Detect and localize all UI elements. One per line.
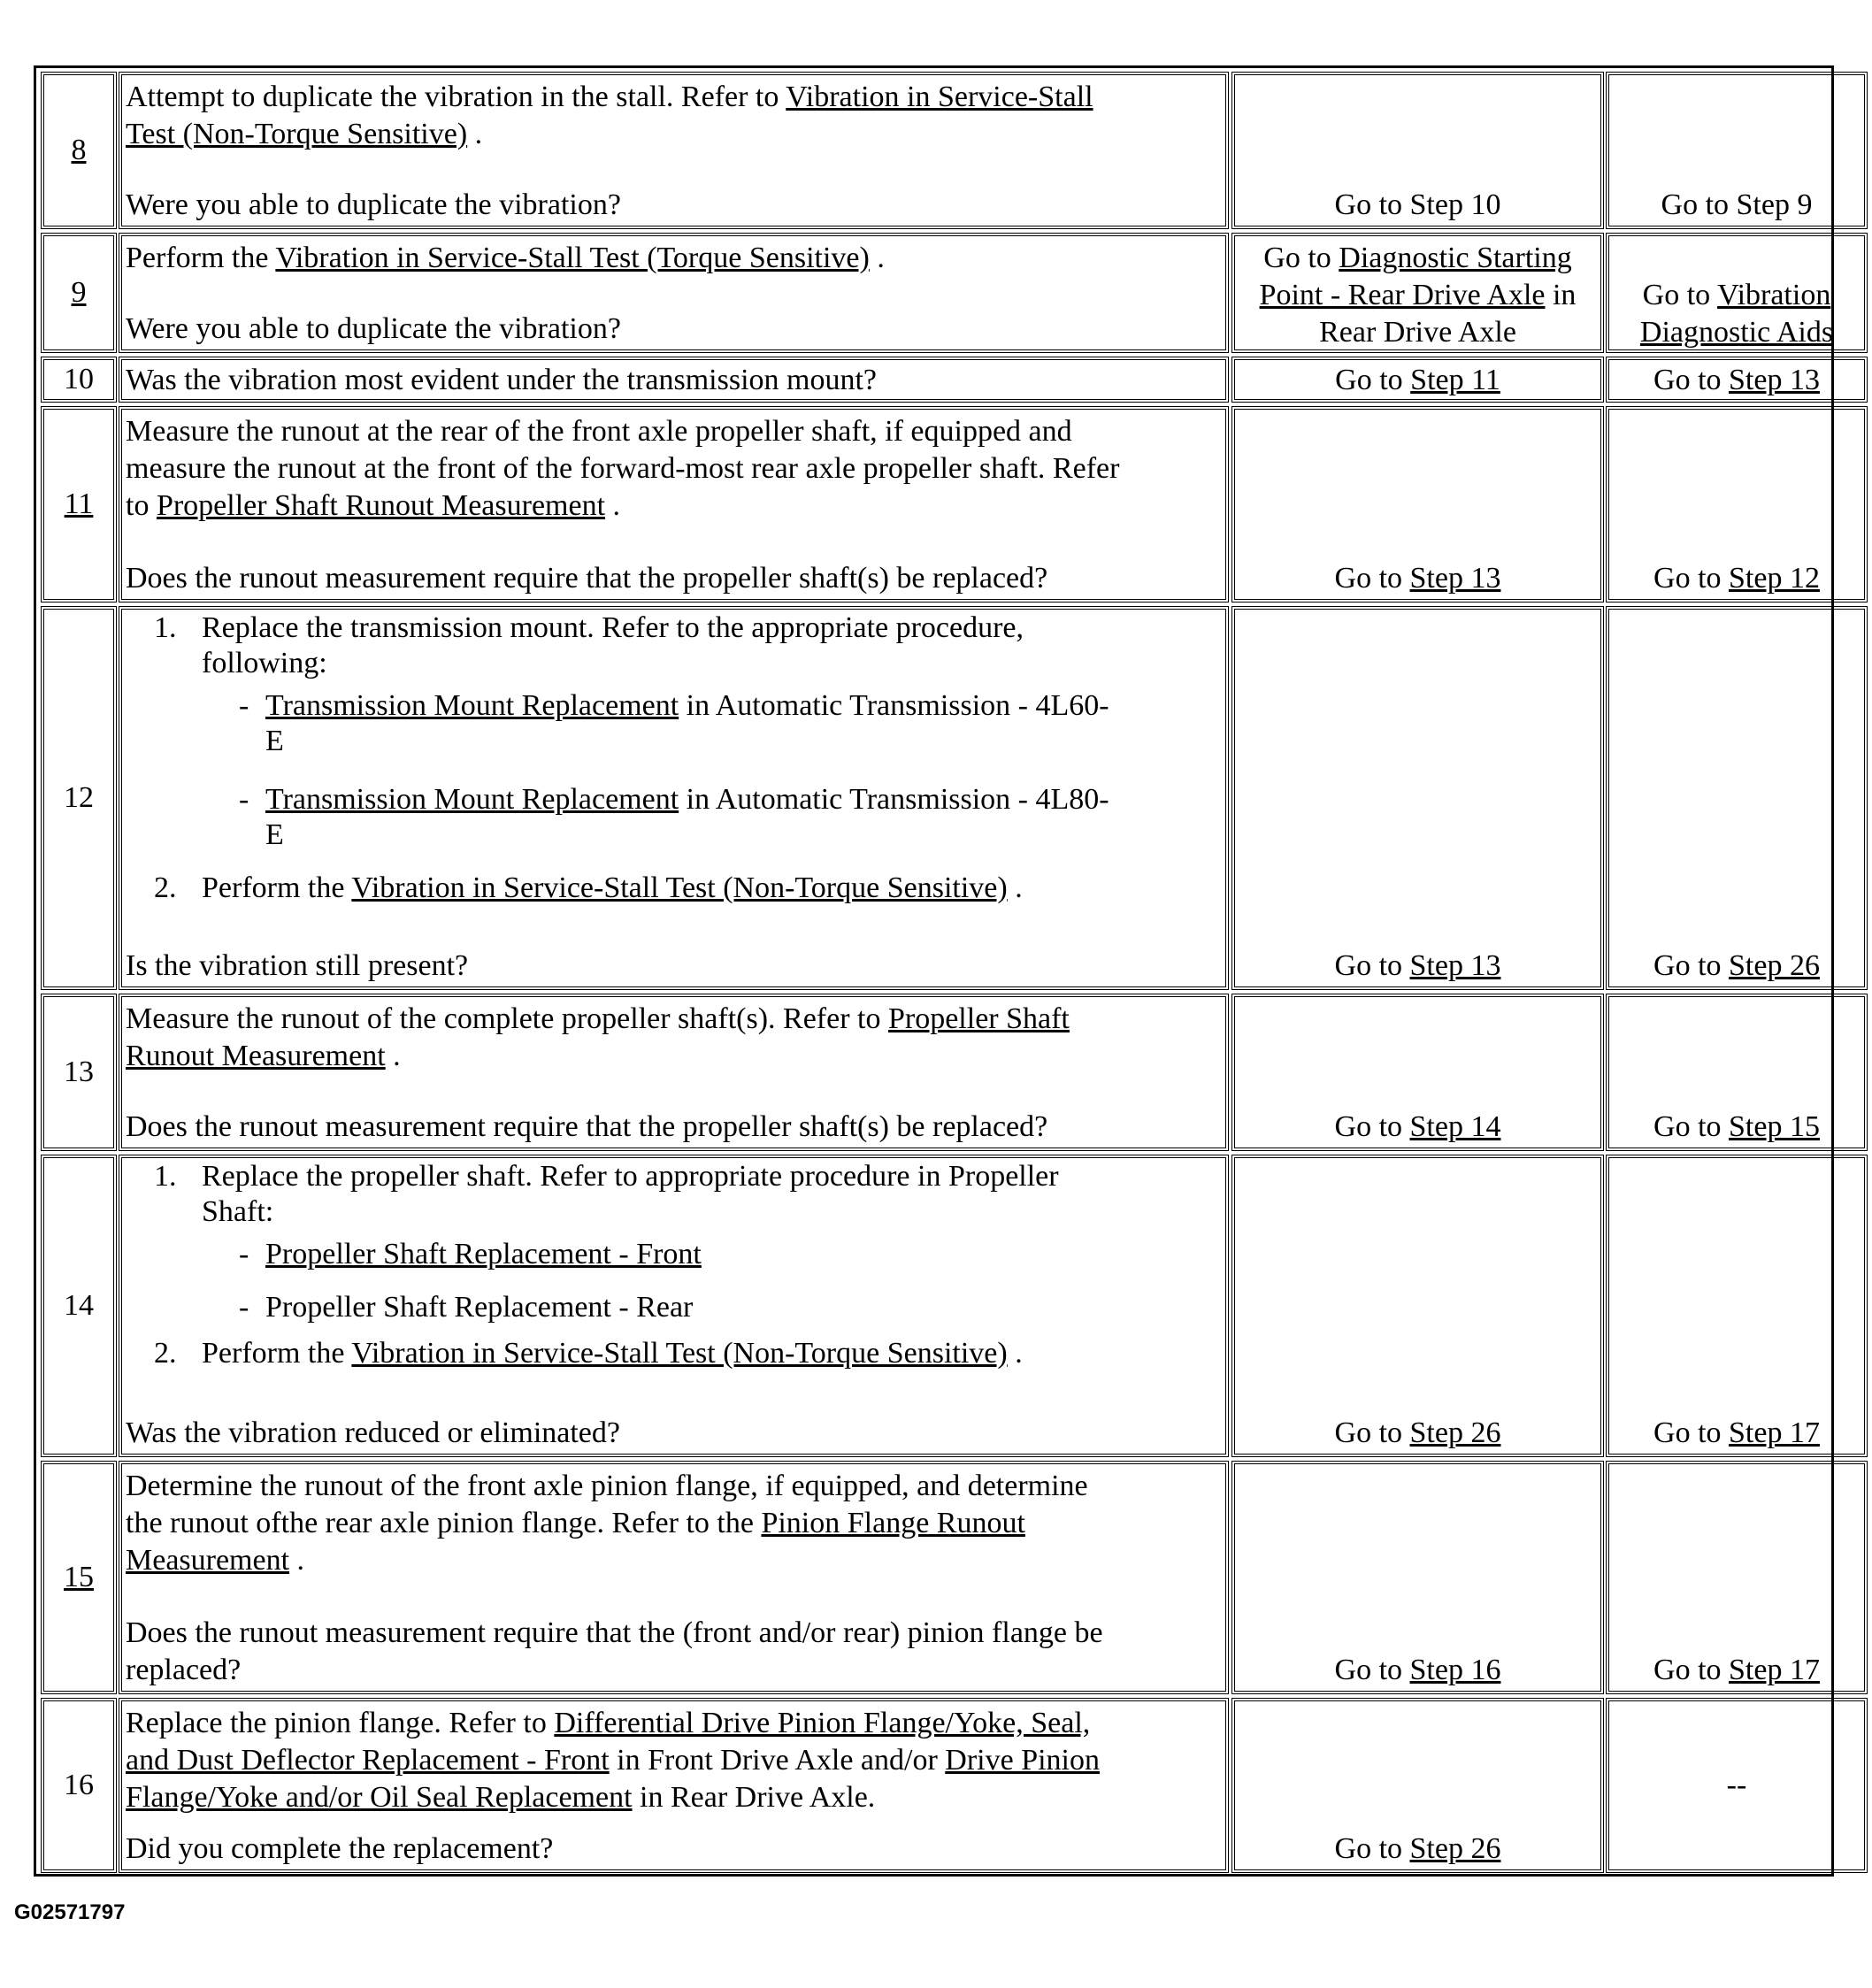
table-row [36, 357, 1831, 403]
procedure-link[interactable]: Runout Measurement [126, 1040, 386, 1072]
procedure-link[interactable]: Vibration [1717, 279, 1831, 311]
procedure-link[interactable]: and Dust Deflector Replacement - Front [126, 1744, 610, 1777]
question-text: Was the vibration most evident under the transmission mount? [126, 364, 878, 396]
procedure-link[interactable]: Vibration in Service-Stall [786, 81, 1093, 113]
step-number-cell: 13 [41, 994, 117, 1151]
procedure-link[interactable]: Drive Pinion [945, 1744, 1100, 1777]
action-cell: Determine the runout of the front axle pinion flange, if equipped, and determine the runout ofthe rear axle pinion flange. Refer to the Pinion Flange Runout Measurement . Does the runout measurement require that the (front and/or rear) pinion flange be replaced? [119, 1461, 1229, 1694]
yes-cell: Go to Diagnostic Starting Point - Rear Drive Axle in Rear Drive Axle [1231, 233, 1604, 353]
procedure-link[interactable]: Propeller Shaft Runout Measurement [156, 489, 606, 522]
action-cell: Perform the Vibration in Service-Stall Test (Torque Sensitive) . Were you able to duplicate the vibration? [119, 233, 1229, 353]
step-number-cell [41, 1461, 117, 1694]
yes-cell: Go to Step 26 [1231, 1698, 1604, 1873]
yes-cell: Go to Step 13 [1231, 606, 1604, 990]
question-text: Does the runout measurement require that the propeller shaft(s) be replaced? [126, 1110, 1048, 1143]
yes-cell: Go to Step 13 [1231, 406, 1604, 603]
action-cell: 1. Replace the transmission mount. Refer to the appropriate procedure, following: - Transmission Mount Replacement in Automatic Transmission - 4L60- E - Transmission Mount Replacement in Automatic Transmission - 4L80- E 2. Perform the Vibration in Service-Stall Test (Non-Torque Sensitive) . Is the vibration still present? [119, 606, 1229, 990]
question-text: Were you able to duplicate the vibration? [126, 188, 621, 221]
step-number-cell: 16 [41, 1698, 117, 1873]
bullet-dash-icon: - [239, 1291, 249, 1324]
step-link[interactable]: Step 26 [1409, 1416, 1501, 1449]
procedure-link[interactable]: Diagnostic Starting [1339, 242, 1572, 274]
action-cell: Measure the runout of the complete propeller shaft(s). Refer to Propeller Shaft Runout Measurement . Does the runout measurement require that the propeller shaft(s) be replaced? [119, 994, 1229, 1151]
yes-cell: Go to Step 11 [1231, 357, 1604, 403]
bullet-dash-icon: - [239, 1238, 249, 1270]
table-row [36, 606, 1831, 990]
question-text: Is the vibration still present? [126, 949, 469, 982]
procedure-link[interactable]: Test (Non-Torque Sensitive) [126, 118, 468, 150]
procedure-link[interactable]: Propeller Shaft [887, 1002, 1070, 1035]
yes-cell: Go to Step 26 [1231, 1155, 1604, 1457]
procedure-link[interactable]: Differential Drive Pinion Flange/Yoke, Seal, [554, 1707, 1091, 1739]
procedure-link[interactable]: Flange/Yoke and/or Oil Seal Replacement [126, 1781, 633, 1814]
step-number-cell [41, 406, 117, 603]
step-number-cell [41, 72, 117, 229]
table-row [36, 1698, 1831, 1873]
bullet-dash-icon: - [239, 689, 249, 722]
step-link[interactable]: Step 14 [1409, 1110, 1501, 1143]
no-cell: Go to Step 17 [1606, 1155, 1868, 1457]
step-link[interactable]: 15 [64, 1561, 94, 1593]
question-text: replaced? [126, 1654, 242, 1686]
procedure-link[interactable]: Vibration in Service-Stall Test (Non-Torque Sensitive) [351, 1337, 1008, 1370]
question-text: Was the vibration reduced or eliminated? [126, 1416, 620, 1449]
procedure-link[interactable]: Measurement [126, 1544, 290, 1577]
step-link[interactable]: 11 [64, 487, 94, 520]
procedure-link[interactable]: Vibration in Service-Stall Test (Non-Torque Sensitive) [351, 871, 1008, 904]
step-link[interactable]: Step 16 [1409, 1654, 1501, 1686]
step-link[interactable]: 8 [71, 134, 87, 166]
action-cell [119, 357, 1229, 403]
table-row [36, 233, 1834, 353]
action-cell: Measure the runout at the rear of the front axle propeller shaft, if equipped and measure the runout at the front of the forward-most rear axle propeller shaft. Refer to Propeller Shaft Runout Measurement . Does the runout measurement require that the propeller shaft(s) be replaced? [119, 406, 1229, 603]
step-link[interactable]: Step 17 [1729, 1416, 1820, 1449]
table-row [36, 1155, 1831, 1457]
yes-cell: Go to Step 16 [1231, 1461, 1604, 1694]
question-text: Were you able to duplicate the vibration? [126, 312, 621, 345]
table-row [36, 994, 1831, 1151]
figure-code: G02571797 [14, 1900, 126, 1924]
step-link[interactable]: Step 12 [1729, 562, 1820, 595]
no-cell: Go to Step 26 [1606, 606, 1868, 990]
procedure-link[interactable]: Diagnostic Aids [1639, 316, 1834, 349]
step-link[interactable]: 9 [71, 276, 87, 309]
no-cell: Go to Step 17 [1606, 1461, 1868, 1694]
question-text: Does the runout measurement require that the (front and/or rear) pinion flange be [126, 1616, 1103, 1649]
step-number-cell: 10 [41, 357, 117, 403]
step-link[interactable]: Step 15 [1729, 1110, 1820, 1143]
no-cell [1606, 72, 1868, 229]
table-row [36, 72, 1831, 229]
no-cell: Go to Step 15 [1606, 994, 1868, 1151]
step-link[interactable]: Step 13 [1409, 949, 1501, 982]
table-row [36, 1461, 1831, 1694]
no-cell: Go to Step 12 [1606, 406, 1868, 603]
yes-answer: Go to Step 10 [1334, 188, 1501, 221]
procedure-link[interactable]: Vibration in Service-Stall Test (Torque Sensitive) [275, 242, 870, 274]
procedure-link[interactable]: Pinion Flange Runout [761, 1507, 1025, 1539]
step-number-cell: 14 [41, 1155, 117, 1457]
step-link[interactable]: Step 26 [1409, 1832, 1501, 1865]
action-cell: Replace the pinion flange. Refer to Differential Drive Pinion Flange/Yoke, Seal, and Dust Deflector Replacement - Front in Front Drive Axle and/or Drive Pinion Flange/Yoke and/or Oil Seal Replacement in Rear Drive Axle. Did you complete the replacement? [119, 1698, 1229, 1873]
no-answer: Go to Step 9 [1661, 188, 1813, 221]
step-link[interactable]: Step 26 [1729, 949, 1820, 982]
no-answer: -- [1726, 1769, 1747, 1801]
step-number-cell [41, 233, 117, 353]
step-link[interactable]: Step 13 [1409, 562, 1501, 595]
action-cell: Attempt to duplicate the vibration in the stall. Refer to Vibration in Service-Stall Test (Non-Torque Sensitive) . Were you able to duplicate the vibration? [119, 72, 1229, 229]
procedure-link[interactable]: Transmission Mount Replacement [265, 689, 679, 722]
action-cell: 1. Replace the propeller shaft. Refer to appropriate procedure in Propeller Shaft: - Propeller Shaft Replacement - Front - Propeller Shaft Replacement - Rear 2. Perform the Vibration in Service-Stall Test (Non-Torque Sensitive) . Was the vibration reduced or eliminated? [119, 1155, 1229, 1457]
step-link[interactable]: Step 13 [1729, 364, 1820, 396]
diagnostic-table [34, 65, 1834, 1877]
procedure-link[interactable]: Propeller Shaft Replacement - Front [265, 1238, 702, 1270]
procedure-link[interactable]: Point - Rear Drive Axle [1259, 279, 1546, 311]
yes-cell [1231, 72, 1604, 229]
step-number-cell: 12 [41, 606, 117, 990]
no-cell: Go to Vibration Diagnostic Aids [1606, 233, 1868, 353]
question-text: Does the runout measurement require that the propeller shaft(s) be replaced? [126, 562, 1048, 595]
step-link[interactable]: Step 17 [1729, 1654, 1820, 1686]
question-text: Did you complete the replacement? [126, 1832, 554, 1865]
bullet-dash-icon: - [239, 783, 249, 816]
no-cell [1606, 1698, 1868, 1873]
table-row [36, 406, 1831, 603]
step-link[interactable]: Step 11 [1410, 364, 1500, 396]
no-cell: Go to Step 13 [1606, 357, 1868, 403]
procedure-link[interactable]: Transmission Mount Replacement [265, 783, 679, 816]
yes-cell: Go to Step 14 [1231, 994, 1604, 1151]
